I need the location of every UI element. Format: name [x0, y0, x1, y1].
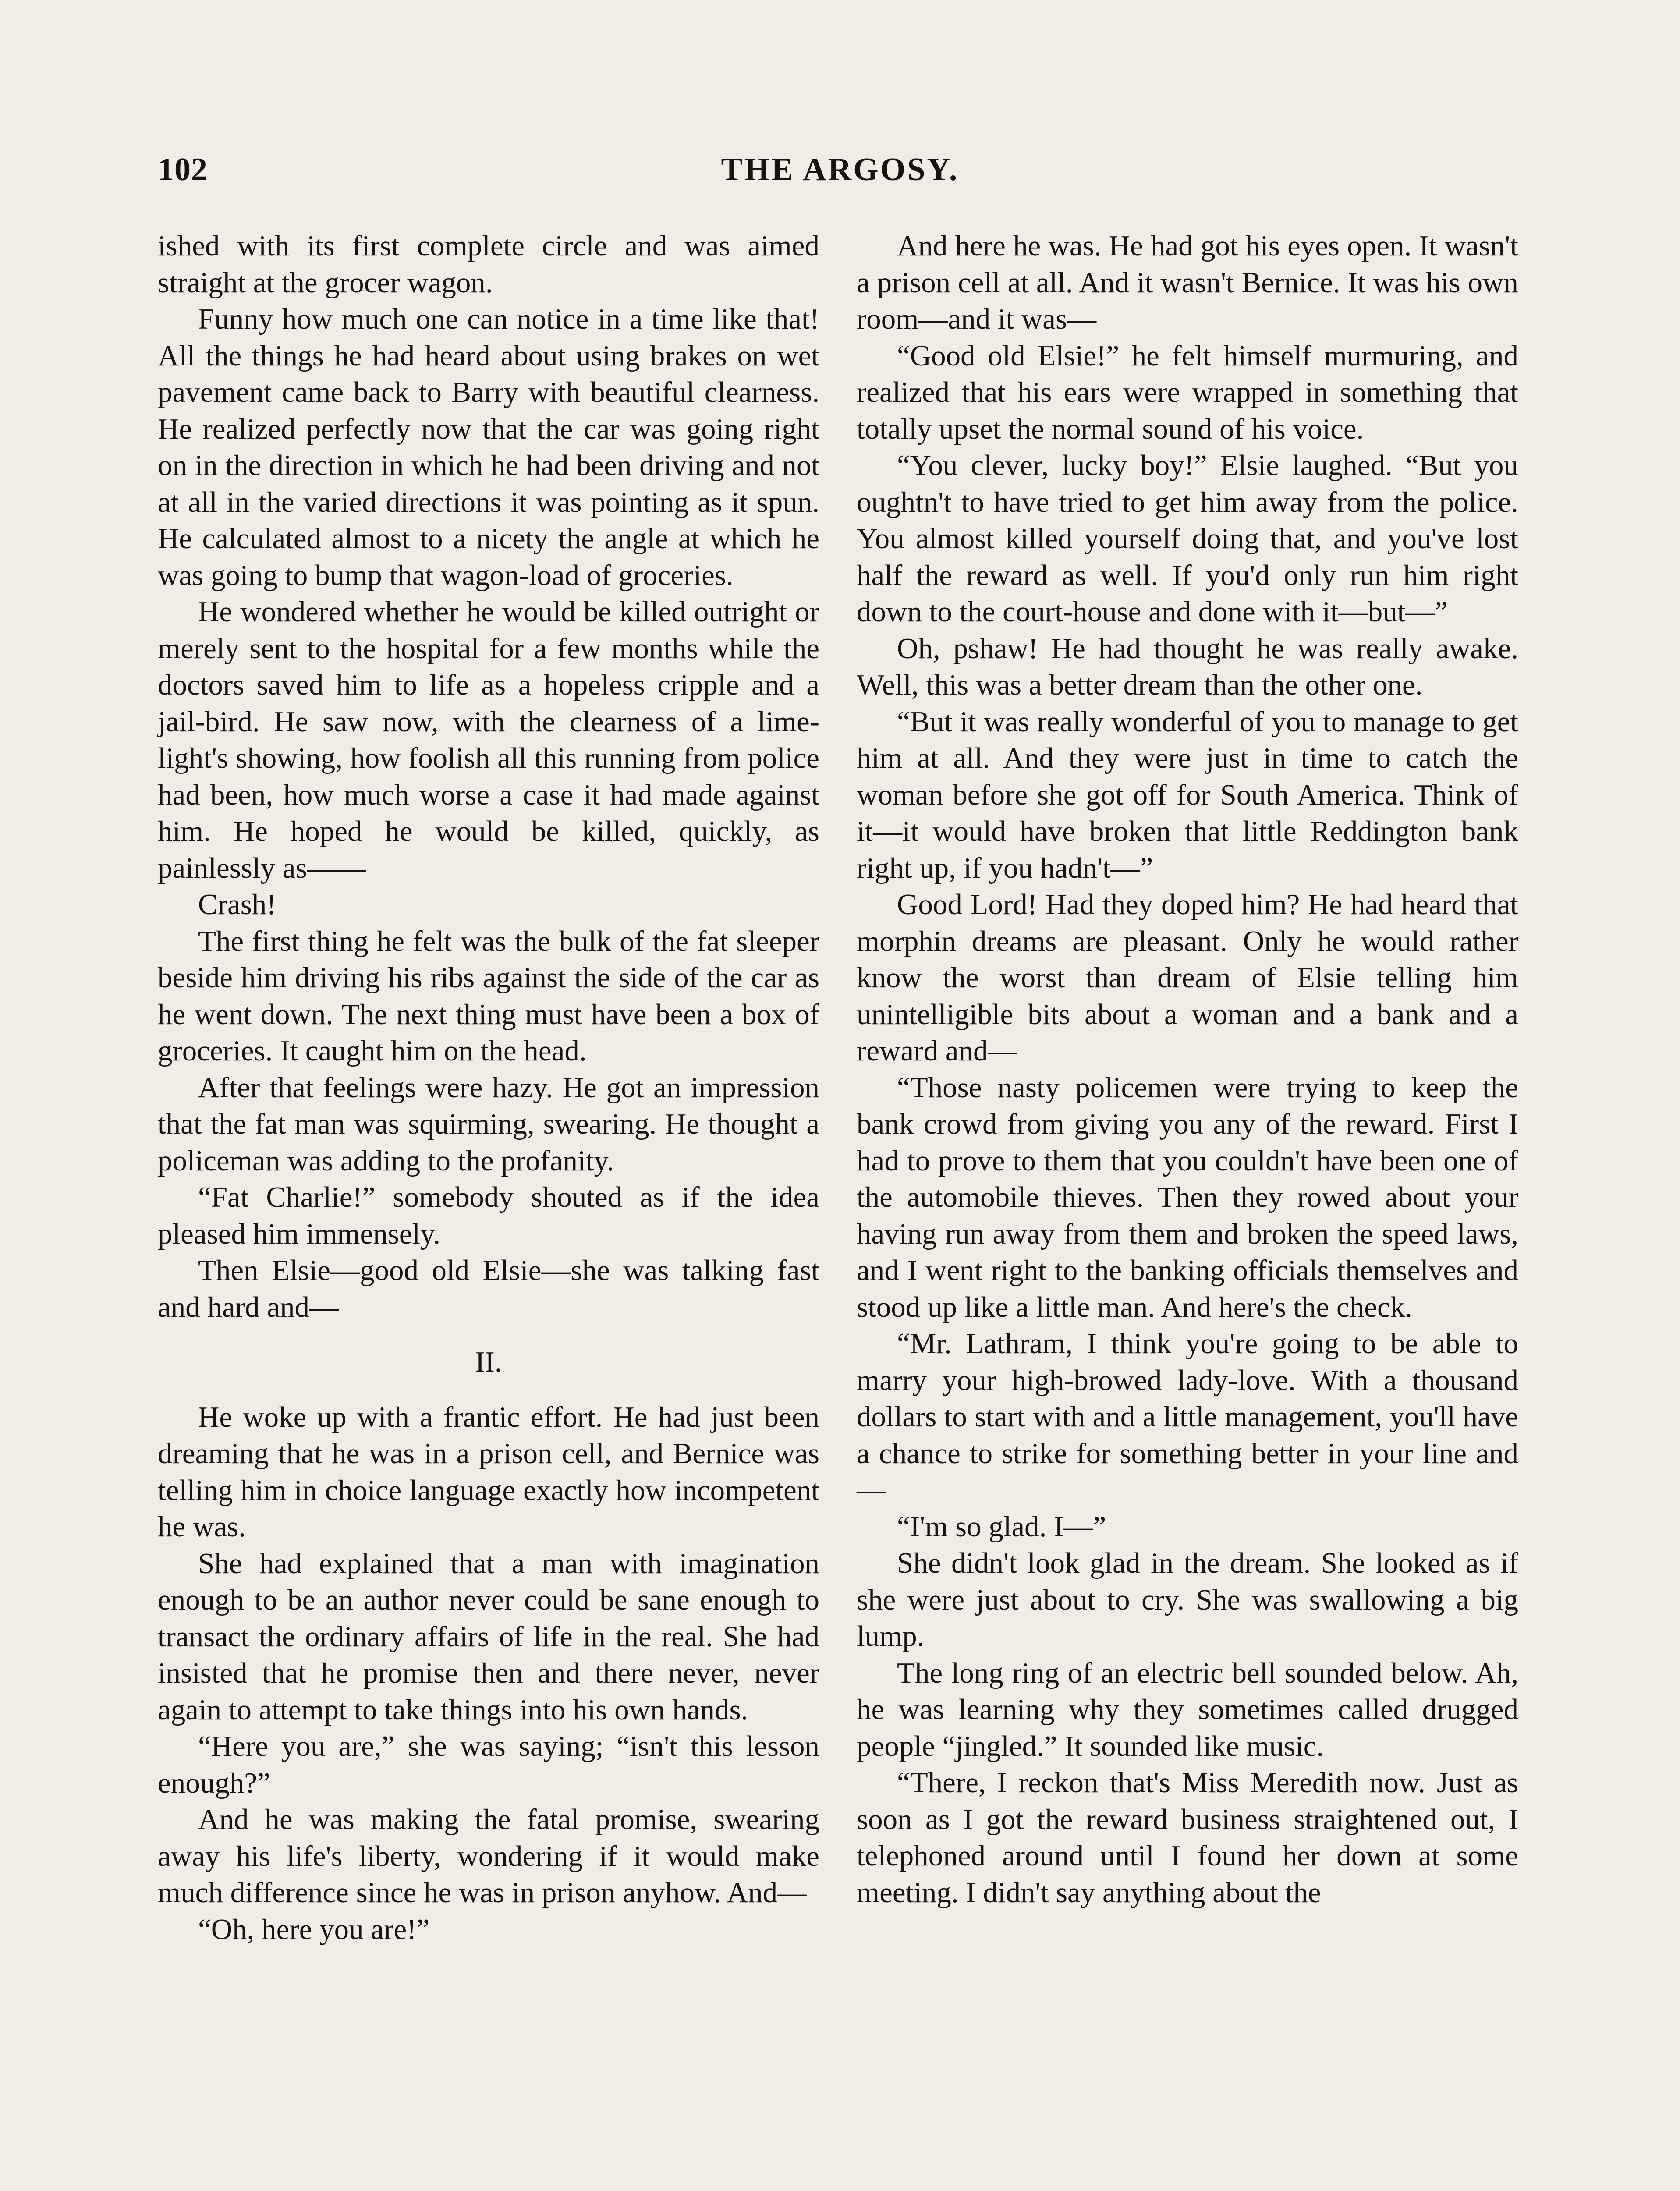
running-title: THE ARGOSY.: [721, 152, 959, 188]
paragraph: Crash!: [198, 888, 276, 921]
paragraph: Oh, pshaw! He had thought he was really awake. Well, this was a better dream than the other one.: [857, 632, 1518, 701]
paragraph: “There, I reckon that's Miss Meredith now. Just as soon as I got the reward business straightened out, I telephoned around until I found her down at some meeting. I didn't say anything about the: [857, 1766, 1518, 1909]
paragraph: ished with its first complete circle and was aimed straight at the grocer wagon.: [158, 230, 819, 299]
page-number: 102: [158, 152, 208, 188]
paragraph: And here he was. He had got his eyes open. It wasn't a prison cell at all. And it wasn't Bernice. It was his own room—and it was—: [857, 230, 1518, 335]
paragraph: “Oh, here you are!”: [198, 1913, 430, 1946]
paragraph: After that feelings were hazy. He got an impression that the fat man was squirming, swearing. He thought a policeman was adding to the profanity.: [158, 1071, 819, 1177]
paragraph: Then Elsie—good old Elsie—she was talking fast and hard and—: [158, 1254, 819, 1323]
paragraph: And he was making the fatal promise, swearing away his life's liberty, wondering if it would make much difference since he was in prison anyhow. And—: [158, 1803, 819, 1909]
paragraph: “I'm so glad. I—”: [897, 1510, 1106, 1543]
paragraph: “Fat Charlie!” somebody shouted as if the idea pleased him immensely.: [158, 1181, 819, 1250]
paragraph: “But it was really wonderful of you to manage to get him at all. And they were just in time to catch the woman before she got off for South America. Think of it—it would have broken that little Reddington bank right up, if you hadn't—”: [857, 705, 1518, 884]
paragraph: “You clever, lucky boy!” Elsie laughed. “But you oughtn't to have tried to get him away from the police. You almost killed yourself doing that, and you've lost half the reward as well. If you'd only run him right down to the court-house and done with it—but—”: [857, 449, 1518, 628]
paragraph: Funny how much one can notice in a time like that! All the things he had heard about using brakes on wet pavement came back to Barry with beautiful clearness. He realized perfectly now that the car was going right on in the direction in which he had been driving and not at all in the varied directions it was pointing as it spun. He calculated almost to a nicety the angle at which he was going to bump that wagon-load of groceries.: [158, 303, 819, 592]
section-heading: II.: [475, 1346, 502, 1378]
page-header: [0, 151, 1680, 195]
paragraph: He wondered whether he would be killed outright or merely sent to the hospital for a few months while the doctors saved him to life as a hopeless cripple and a jail-bird. He saw now, with the clearness of a lime-light's showing, how foolish all this running from police had been, how much worse a case it had made against him. He hoped he would be killed, quickly, as painlessly as——: [158, 596, 819, 884]
right-column: [857, 228, 1518, 1911]
paragraph: She didn't look glad in the dream. She looked as if she were just about to cry. She was swallowing a big lump.: [857, 1547, 1518, 1652]
paragraph: Good Lord! Had they doped him? He had heard that morphin dreams are pleasant. Only he would rather know the worst than dream of Elsie telling him unintelligible bits about a woman and a bank and a reward and—: [857, 888, 1518, 1067]
paragraph: She had explained that a man with imagination enough to be an author never could be sane enough to transact the ordinary affairs of life in the real. She had insisted that he promise then and there never, never again to attempt to take things into his own hands.: [158, 1547, 819, 1726]
paragraph: The long ring of an electric bell sounded below. Ah, he was learning why they sometimes called drugged people “jingled.” It sounded like music.: [857, 1656, 1518, 1762]
paragraph: He woke up with a frantic effort. He had just been dreaming that he was in a prison cell, and Bernice was telling him in choice language exactly how incompetent he was.: [158, 1400, 819, 1543]
left-column: [158, 228, 819, 1948]
paragraph: “Here you are,” she was saying; “isn't this lesson enough?”: [158, 1730, 819, 1799]
paragraph: “Mr. Lathram, I think you're going to be able to marry your high-browed lady-love. With a thousand dollars to start with and a little management, you'll have a chance to strike for something better in your line and—: [857, 1327, 1518, 1506]
paragraph: “Those nasty policemen were trying to keep the bank crowd from giving you any of the reward. First I had to prove to them that you couldn't have been one of the automobile thieves. Then they rowed about your having run away from them and broken the speed laws, and I went right to the banking officials themselves and stood up like a little man. And here's the check.: [857, 1071, 1518, 1323]
paragraph: “Good old Elsie!” he felt himself murmuring, and realized that his ears were wrapped in something that totally upset the normal sound of his voice.: [857, 339, 1518, 445]
paragraph: The first thing he felt was the bulk of the fat sleeper beside him driving his ribs against the side of the car as he went down. The next thing must have been a box of groceries. It caught him on the head.: [158, 925, 819, 1067]
